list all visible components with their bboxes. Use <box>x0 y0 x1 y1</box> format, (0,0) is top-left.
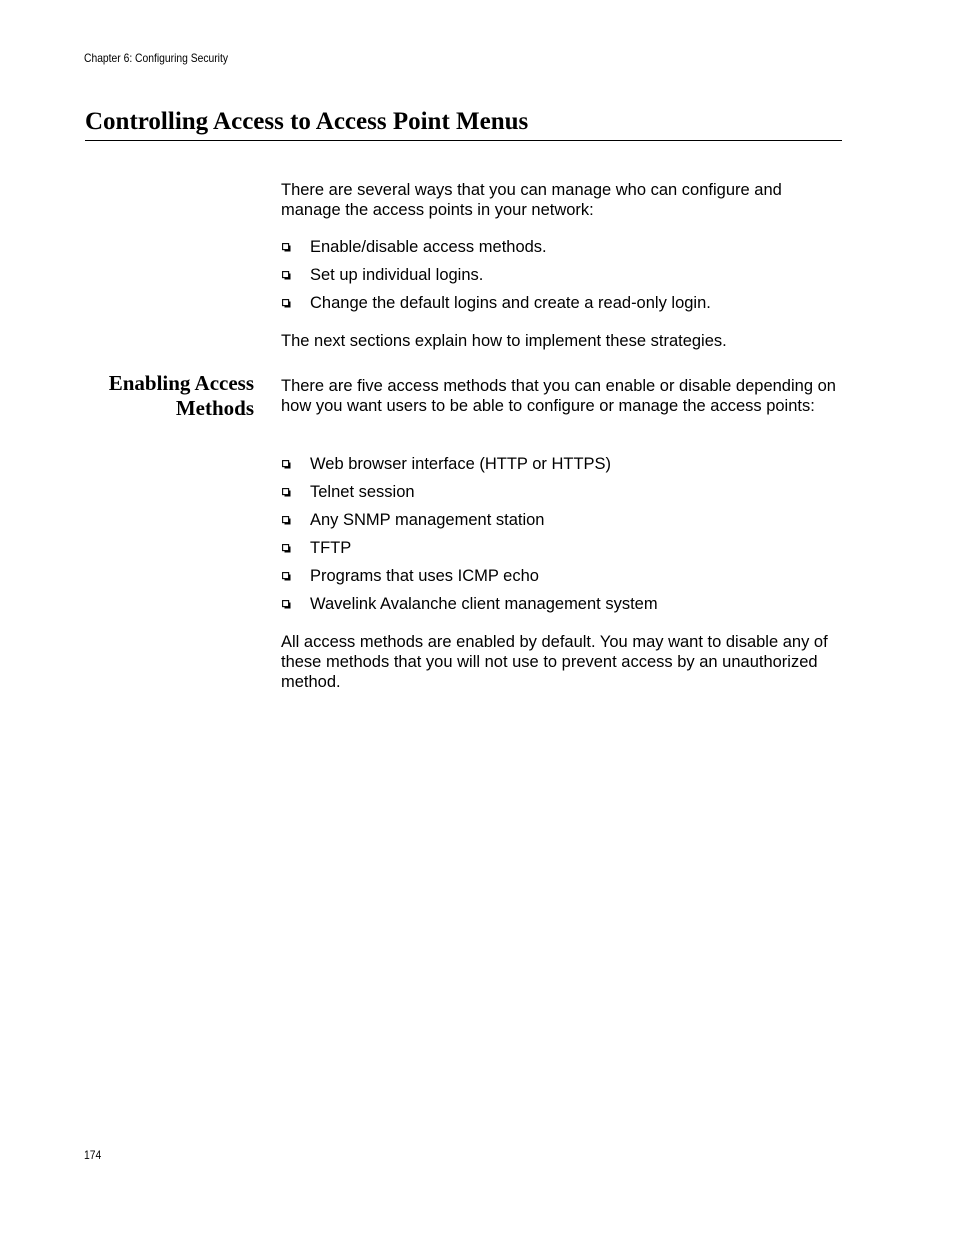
list-item-text: Change the default logins and create a read-only login. <box>310 294 711 312</box>
section-closing-block <box>281 331 841 351</box>
subsection-heading-line: Enabling Access <box>108 371 254 395</box>
list-item <box>281 566 841 594</box>
list-item <box>281 510 841 538</box>
list-item-text: Programs that uses ICMP echo <box>310 567 539 585</box>
section-intro: There are several ways that you can manage who can configure and manage the access points in your network: <box>281 181 782 219</box>
list-item <box>281 454 841 482</box>
title-rule <box>85 140 842 141</box>
square-bullet-icon <box>282 299 291 308</box>
list-item-text: TFTP <box>310 539 352 557</box>
running-header: Chapter 6: Configuring Security <box>84 51 228 65</box>
square-bullet-icon <box>282 544 291 553</box>
list-item-text: Enable/disable access methods. <box>310 238 547 256</box>
section-intro-block <box>281 180 841 220</box>
list-item-text: Telnet session <box>310 483 415 501</box>
section-closing: The next sections explain how to implement these strategies. <box>281 332 727 350</box>
page-number: 174 <box>84 1148 102 1162</box>
list-item <box>281 237 841 265</box>
square-bullet-icon <box>282 516 291 525</box>
section-title: Controlling Access to Access Point Menus <box>85 108 529 135</box>
list-item-text: Wavelink Avalanche client management system <box>310 595 658 613</box>
list-item-text: Web browser interface (HTTP or HTTPS) <box>310 455 612 473</box>
section-bullet-block <box>281 237 841 321</box>
subsection-intro: There are five access methods that you can enable or disable depending on how you want users to be able to configure or manage the access points: <box>281 377 836 415</box>
list-item <box>281 265 841 293</box>
square-bullet-icon <box>282 600 291 609</box>
subsection-closing-block <box>281 632 841 692</box>
subsection-closing: All access methods are enabled by default. You may want to disable any of these methods that you will not use to prevent access by an unauthorized method. <box>281 633 828 691</box>
square-bullet-icon <box>282 572 291 581</box>
subsection-heading <box>60 371 254 421</box>
square-bullet-icon <box>282 460 291 469</box>
list-item <box>281 538 841 566</box>
square-bullet-icon <box>282 488 291 497</box>
section-bullet-list <box>281 237 841 321</box>
list-item <box>281 293 841 321</box>
list-item <box>281 594 841 622</box>
list-item-text: Any SNMP management station <box>310 511 545 529</box>
list-item-text: Set up individual logins. <box>310 266 484 284</box>
square-bullet-icon <box>282 271 291 280</box>
subsection-bullet-block <box>281 454 841 622</box>
subsection-intro-block <box>281 376 841 416</box>
subsection-heading-line: Methods <box>175 396 254 420</box>
access-methods-list <box>281 454 841 622</box>
square-bullet-icon <box>282 243 291 252</box>
list-item <box>281 482 841 510</box>
